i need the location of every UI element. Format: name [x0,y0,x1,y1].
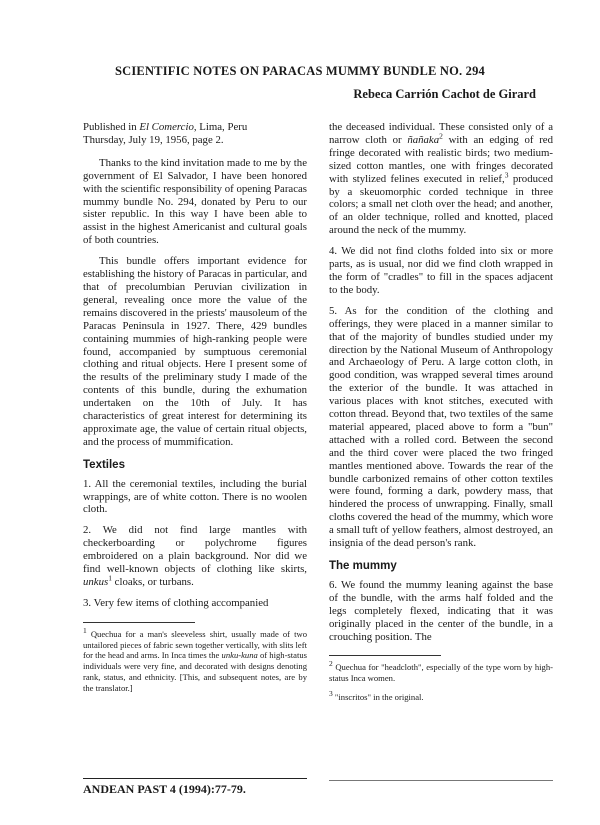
footnote-ref-1: 1 [108,573,112,583]
footnote-ref-3: 3 [504,170,509,180]
textiles-item-1: 1. All the ceremonial textiles, including the burial wrappings, are of white cotton. There is no woolen cloth. [83,477,307,516]
publication-line-1: Published in El Comercio, Lima, Peru [83,121,248,133]
section-heading-textiles: Textiles [83,458,125,471]
author-name: Rebeca Carrión Cachot de Girard [353,87,536,101]
footnote-1: $^1$ Quechua for a man's sleeveless shirt, usually made of two untailored pieces of fabric sewn together vertically, with slits left for the head and arms. In Inca times the unku-kuna of high-status individuals were very fine, and decorated with designs denoting rank, status, and ethnicity. [This, and subsequent notes, are by the translator.] [83,625,308,693]
textiles-item-4: 4. We did not find cloths folded into six or more parts, as is usual, nor did we find cloth wrapped in the form of "cradles" to fill in the spaces adjacent to the body. [329,245,553,296]
newspaper-name: El Comercio [139,121,194,133]
footnote-3: $^3$ "inscritos" in the original. [329,689,424,703]
page-title: SCIENTIFIC NOTES ON PARACAS MUMMY BUNDLE NO. 294 [114,64,486,78]
section-heading-mummy: The mummy [329,560,397,572]
footnote-ref-2: 2 [439,131,443,141]
publication-info [83,121,307,147]
journal-citation: ANDEAN PAST 4 (1994):77-79. [83,778,307,797]
footnote-divider [83,622,195,623]
left-column [83,121,307,702]
footnote-2: $^2$ Quechua for "headcloth", especially of the type worn by high-status Inca women. [329,659,553,684]
context-paragraph: This bundle offers important evidence for establishing the history of Paracas in particular, and that of precolumbian Peruvian civilization in general, revealing once more the value of the remains discovered in the priests' mausoleum of the Paracas Peninsula in 1927. There, 429 bundles containing mummies of high-ranking people were found, accompanied by sumptuous ceremonial clothing and ritual objects. Here I present some of the results of the preliminary study I made of the contents of this bundle, during the exhumation undertaken on the 10th of July. It has characteristics of great interest for determining its approximate age, the value of certain ritual objects, and the process of mummification. [83,255,307,448]
bottom-divider [329,780,553,781]
footnote-divider [329,655,441,656]
textiles-item-5: 5. As for the condition of the clothing and offerings, they were placed in a manner similar to that of the majority of bundles studied under my direction by the National Museum of Anthropology and Archaeology of Peru. A large cotton cloth, in good condition, was wrapped several times around the exterior of the bundle. It was attached in various places with knot stitches, executed with cotton thread. Beyond that, two textiles of the same material appeared, placed above to form a "bun" attached with a rolled cord. Between the second and the third cover were placed the two fringed mantles mentioned above. Towards the rear of the bundle carbonized remains of other cotton textiles were found, forming a dark, powdery mass, that hindered the process of unwrapping. Finally, small cloths covered the head of the mummy, which wore a small tuft of yellow feathers, almost destroyed, an insignia of the dead person's rank. [329,304,553,550]
right-column [329,121,553,711]
mummy-item-6: 6. We found the mummy leaning against the base of the bundle, with the arms half folded and the legs completely flexed, indicating that it was originally placed in the center of the bundle, in a crouching position. The [329,578,553,643]
intro-paragraph: Thanks to the kind invitation made to me by the government of El Salvador, I have been honored with the scientific responsibility of opening Paracas mummy bundle No. 294, donated by Peru to our sister republic. In this way I have been able to assist in the highest Americanist and cultural goals of both countries. [83,156,307,247]
textiles-item-3: 3. Very few items of clothing accompanied [83,596,269,609]
textiles-item-3-continued: the deceased individual. These consisted only of a narrow cloth or ñañaka$^2$ with an edging of red fringe decorated with realistic birds; two medium-sized cotton mantles, one with fringes decorated with stylized felines executed in relief,$^3$ produced by a skeuomorphic corded technique in three colors; a small net cloth over the head; and another, of an older technique, rolled and knotted, placed around the neck of the mummy. [329,121,553,237]
publication-line-2: Thursday, July 19, 1956, page 2. [83,133,224,146]
textiles-item-2: 2. We did not find large mantles with checkerboarding or polychrome figures embroidered on a plain background. Nor did we find well-known objects of clothing like skirts, unkus$^1$ cloaks, or turbans. [83,524,307,588]
